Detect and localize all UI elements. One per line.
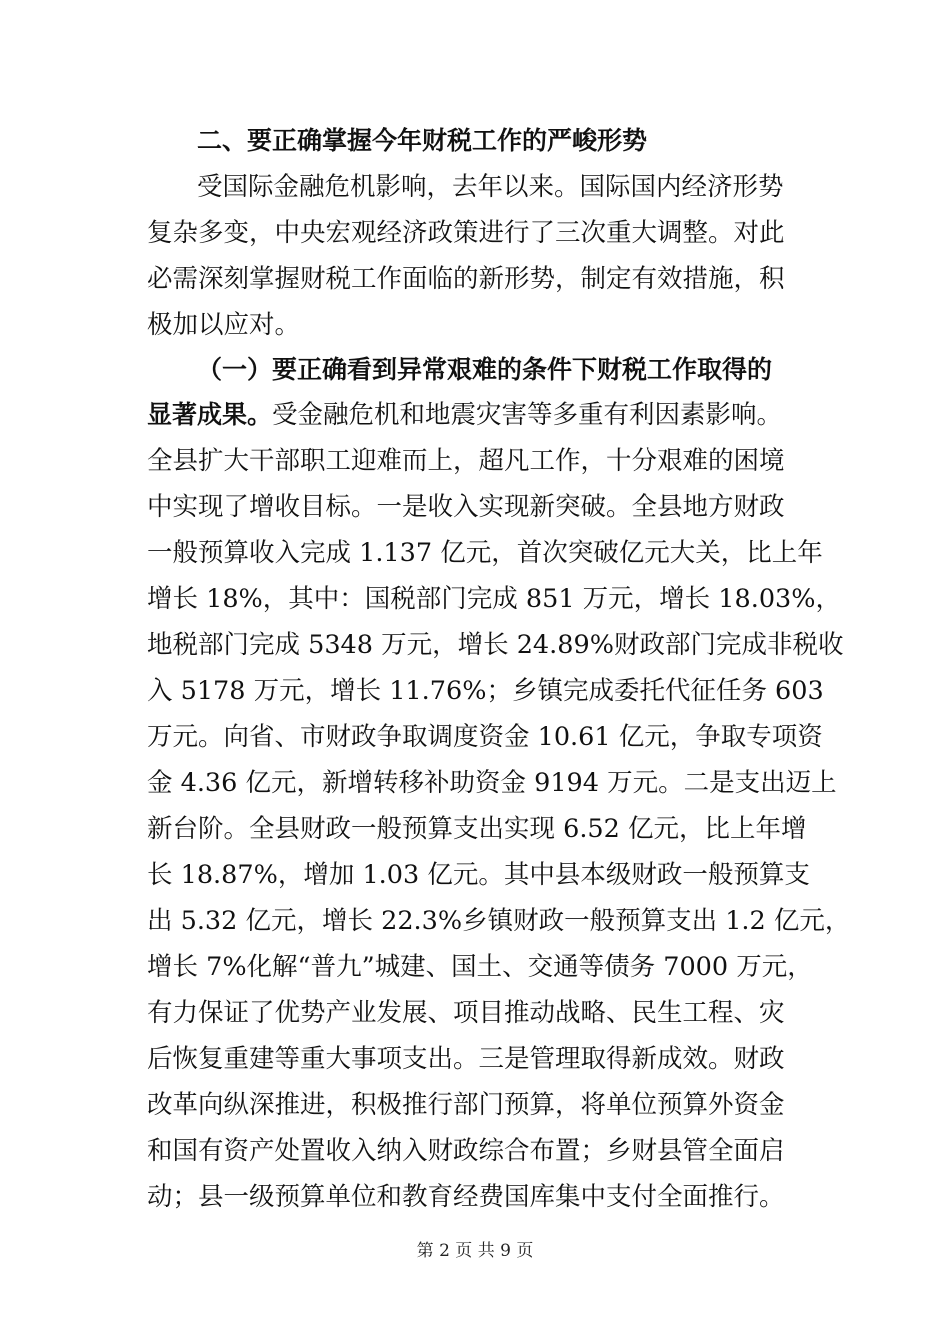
paragraph-line: 和国有资产处置收入纳入财政综合布置；乡财县管全面启 [147, 1136, 785, 1166]
paragraph-line: 长 18.87%，增加 1.03 亿元。其中县本级财政一般预算支 [147, 860, 810, 890]
paragraph-line: 动；县一级预算单位和教育经费国库集中支付全面推行。 [147, 1182, 785, 1212]
paragraph-line: 必需深刻掌握财税工作面临的新形势，制定有效措施，积 [147, 264, 785, 294]
section-heading: 二、要正确掌握今年财税工作的严峻形势 [197, 126, 648, 155]
paragraph-line: 有力保证了优势产业发展、项目推动战略、民生工程、灾 [147, 998, 785, 1028]
paragraph-line: 新台阶。全县财政一般预算支出实现 6.52 亿元，比上年增 [147, 814, 807, 844]
subheading-bold: 显著成果。 [147, 400, 273, 429]
page-number-footer: 第 2 页 共 9 页 [416, 1241, 534, 1261]
paragraph-line: 金 4.36 亿元，新增转移补助资金 9194 万元。二是支出迈上 [147, 768, 837, 798]
paragraph-line: 一般预算收入完成 1.137 亿元，首次突破亿元大关，比上年 [147, 538, 823, 568]
paragraph-line: 极加以应对。 [147, 310, 301, 340]
paragraph-line: 增长 18%，其中：国税部门完成 851 万元，增长 18.03%， [147, 584, 842, 614]
paragraph-line: 入 5178 万元，增长 11.76%；乡镇完成委托代征任务 603 [147, 676, 824, 706]
paragraph-line: 受国际金融危机影响，去年以来。国际国内经济形势 [197, 172, 784, 202]
paragraph-line: 改革向纵深推进，积极推行部门预算，将单位预算外资金 [147, 1090, 785, 1120]
paragraph-line: 出 5.32 亿元，增长 22.3%乡镇财政一般预算支出 1.2 亿元， [147, 906, 851, 936]
paragraph-text: 受金融危机和地震灾害等多重有利因素影响。 [272, 400, 783, 430]
paragraph-line: 万元。向省、市财政争取调度资金 10.61 亿元，争取专项资 [147, 722, 823, 752]
paragraph-line: 中实现了增收目标。一是收入实现新突破。全县地方财政 [147, 492, 785, 522]
paragraph-line: 地税部门完成 5348 万元，增长 24.89%财政部门完成非税收 [147, 630, 844, 660]
paragraph-line: 增长 7%化解“普九”城建、国土、交通等债务 7000 万元， [147, 952, 813, 982]
paragraph-line: 全县扩大干部职工迎难而上，超凡工作，十分艰难的困境 [147, 446, 785, 476]
paragraph-line: 后恢复重建等重大事项支出。三是管理取得新成效。财政 [147, 1044, 785, 1074]
subheading: （一）要正确看到异常艰难的条件下财税工作取得的 [197, 355, 773, 384]
subheading-continuation [147, 398, 782, 432]
paragraph-line: 复杂多变，中央宏观经济政策进行了三次重大调整。对此 [147, 218, 785, 248]
